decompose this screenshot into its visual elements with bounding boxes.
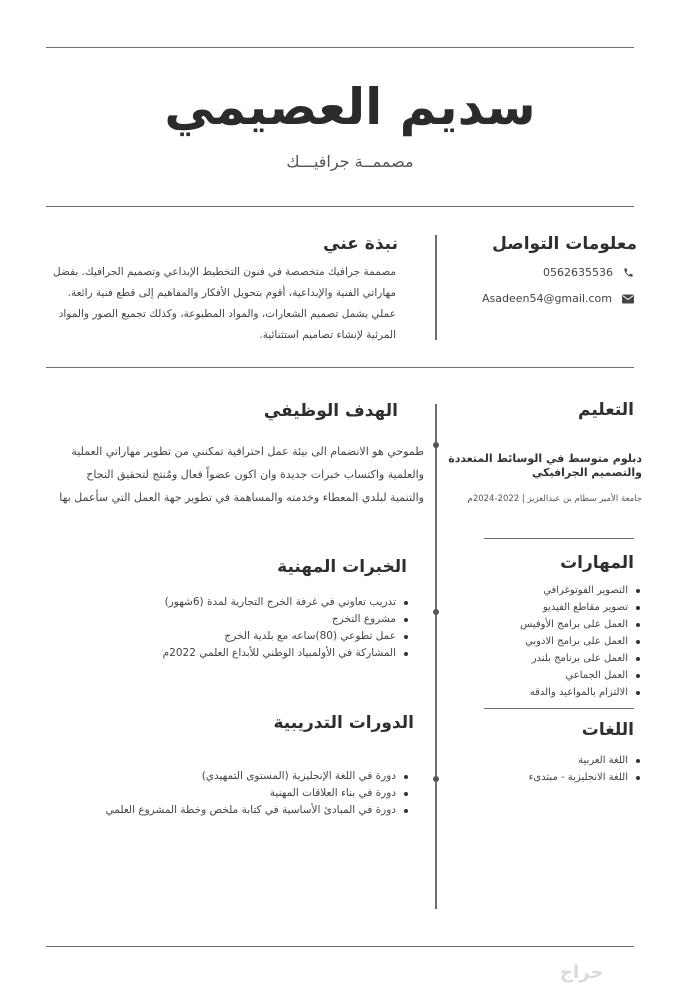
timeline-dot — [433, 442, 439, 448]
contact-phone[interactable] — [543, 266, 634, 279]
email-address: Asadeen54@gmail.com — [481, 292, 612, 305]
list-item: المشاركة في الأولمبياد الوطني للأبداع العلمي 2022م — [163, 645, 410, 662]
phone-icon — [623, 267, 634, 278]
list-item: اللغة الانجليزية - مبتدىء — [529, 769, 642, 786]
languages-list — [529, 752, 642, 786]
list-item: العمل على برامج الادوبي — [520, 633, 642, 650]
contact-heading — [492, 234, 637, 254]
list-item: تدريب تعاوني في غرفة الخرج التجارية لمدة (6شهور) — [163, 594, 410, 611]
skills-heading — [560, 553, 634, 573]
skills-list — [520, 582, 642, 701]
courses-heading — [273, 713, 414, 733]
envelope-icon — [622, 294, 634, 304]
experience-list — [163, 594, 410, 662]
header-divider — [46, 206, 634, 207]
courses-heading-text: الدورات التدريبية — [273, 713, 414, 733]
list-item: التصوير الفوتوغرافي — [520, 582, 642, 599]
phone-number: 0562635536 — [543, 266, 613, 279]
skills-divider — [484, 708, 634, 709]
about-line: مصممة جرافيك متخصصة في فنون التخطيط الإبداعي وتصميم الجرافيك. بفضل — [53, 266, 396, 278]
objective-heading-text: الهدف الوظيفي — [263, 401, 398, 421]
job-title: مصممــة جرافيـــك — [286, 152, 414, 171]
languages-heading — [582, 720, 634, 740]
timeline-dot — [433, 776, 439, 782]
contact-email[interactable] — [482, 292, 634, 305]
bottom-divider — [46, 946, 634, 947]
about-heading-text: نبذة عني — [323, 234, 398, 254]
list-item: عمل تطوعي (80)ساعه مع بلدية الخرج — [163, 628, 410, 645]
list-item: دورة في اللغة الإنجليزية (المستوى التمهيدي) — [106, 768, 410, 785]
experience-heading-text: الخبرات المهنية — [277, 557, 407, 577]
education-heading-text: التعليم — [578, 400, 634, 420]
contact-heading-text: معلومات التواصل — [492, 234, 637, 254]
about-line: مهاراتي الفنية والإبداعية، أقوم بتحويل الأفكار والمفاهيم إلى قطع فنية رائعة. — [67, 287, 396, 299]
objective-text — [44, 440, 424, 509]
list-item: تصوير مقاطع الفيديو — [520, 599, 642, 616]
list-item: دورة في بناء العلاقات المهنية — [106, 785, 410, 802]
courses-list — [106, 768, 410, 819]
person-name: سديم العصيمي — [164, 78, 536, 136]
timeline-dot — [433, 609, 439, 615]
watermark-logo: حراج — [560, 962, 604, 983]
languages-heading-text: اللغات — [581, 720, 634, 740]
list-item: العمل الجماعي — [520, 667, 642, 684]
education-institution: جامعة الأمير سطام بن عبدالعزيز | 2022-2024م — [467, 494, 642, 504]
about-line: عملي يشمل تصميم الشعارات، والمواد المطبوعة، وكذلك تجميع الصور والمواد — [58, 308, 396, 320]
list-item: العمل على برنامج بلندر — [520, 650, 642, 667]
education-degree — [382, 452, 642, 480]
degree-line: والتصميم الجرافيكي — [531, 466, 642, 479]
skills-heading-text: المهارات — [560, 553, 634, 573]
education-divider — [484, 538, 634, 539]
objective-heading — [264, 401, 398, 421]
list-item: العمل على برامج الأوفيس — [520, 616, 642, 633]
list-item: مشروع التخرج — [163, 611, 410, 628]
about-column-divider — [435, 235, 437, 340]
objective-line: والتنمية لبلدي المعطاء وخدمته والمساهمة في تطوير جهة العمل التي سأعمل بها — [59, 491, 424, 504]
about-line: المرئية لإنشاء تصاميم استثنائية. — [259, 329, 396, 341]
top-divider — [46, 47, 634, 48]
degree-line: دبلوم متوسط في الوسائط المتعددة — [448, 452, 642, 465]
objective-line: والعلمية واكتساب خبرات جديدة وان اكون عضواً فعال ومُنتج لتحقيق النجاح — [86, 468, 424, 481]
experience-heading — [277, 557, 407, 577]
list-item: اللغة العربية — [529, 752, 642, 769]
about-text — [36, 262, 396, 346]
objective-line: طموحي هو الانضمام الى بيئة عمل احترافية تمكنني من تطوير مهاراتي العملية — [71, 445, 424, 458]
education-heading — [578, 400, 634, 420]
list-item: دورة في المبادئ الأساسية في كتابة ملخص وخطة المشروع العلمي — [106, 802, 410, 819]
mid-divider — [46, 367, 634, 368]
about-heading — [323, 234, 398, 254]
list-item: الالتزام بالمواعيد والدقه — [520, 684, 642, 701]
